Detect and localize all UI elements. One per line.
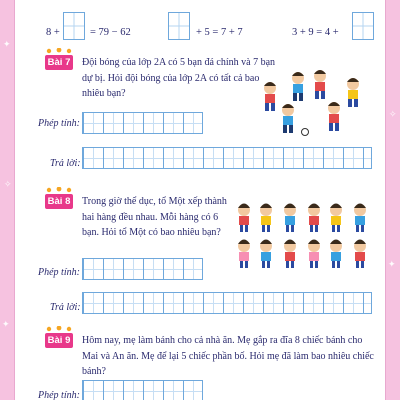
equation-2-suffix: + 5 = 7 + 7 bbox=[196, 27, 243, 38]
problem-8-badge bbox=[45, 194, 73, 209]
answer-box-eq2[interactable] bbox=[168, 12, 190, 40]
kids-in-rows-illustration bbox=[234, 200, 374, 272]
football-kids-illustration bbox=[258, 66, 368, 138]
answer-box-eq3[interactable] bbox=[352, 12, 374, 40]
sparkle-icon: ✧ bbox=[389, 109, 397, 119]
problem-9-calc-grid[interactable] bbox=[82, 380, 203, 400]
sparkle-icon: ✧ bbox=[4, 179, 12, 189]
sparkle-icon: ✦ bbox=[2, 319, 10, 329]
problem-7-answer-grid[interactable] bbox=[82, 147, 372, 169]
problem-7-answer-label: Trả lời: bbox=[50, 158, 81, 169]
equation-1-suffix: = 79 − 62 bbox=[90, 27, 131, 38]
sparkle-icon: ✦ bbox=[3, 39, 11, 49]
problem-8-answer-grid[interactable] bbox=[82, 292, 372, 314]
problem-9-text: Hôm nay, mẹ làm bánh cho cả nhà ăn. Mẹ gắp ra đĩa 8 chiếc bánh cho Mai và An ăn. Mẹ để lại 5 chiếc phần bố. Hỏi mẹ đã làm bao nhiêu chiếc bánh? bbox=[82, 335, 374, 377]
problem-8-calc-grid[interactable] bbox=[82, 258, 203, 280]
problem-7-calc-label: Phép tính: bbox=[38, 118, 80, 129]
problem-9-badge bbox=[45, 333, 73, 348]
problem-7-number: Bài 7 bbox=[47, 57, 71, 68]
crown-icon bbox=[45, 48, 73, 56]
crown-icon bbox=[45, 187, 73, 195]
problem-7-badge bbox=[45, 55, 73, 70]
crown-icon bbox=[45, 326, 73, 334]
problem-8-number: Bài 8 bbox=[47, 196, 71, 207]
problem-7-calc-grid[interactable] bbox=[82, 112, 203, 134]
problem-9-number: Bài 9 bbox=[47, 335, 71, 346]
problem-8-calc-label: Phép tính: bbox=[38, 267, 80, 278]
equation-3-prefix: 3 + 9 = 4 + bbox=[292, 27, 339, 38]
equation-1-prefix: 8 + bbox=[46, 27, 60, 38]
problem-8-text: Trong giờ thể dục, tổ Một xếp thành hai hàng đều nhau. Mỗi hàng có 6 bạn. Hỏi tổ Một có bao nhiêu bạn? bbox=[82, 196, 227, 238]
problem-7-text: Đội bóng của lớp 2A có 5 bạn đá chính và 7 bạn dự bị. Hỏi đội bóng của lớp 2A có tất cả bao nhiêu bạn? bbox=[82, 57, 276, 99]
answer-box-eq1[interactable] bbox=[63, 12, 85, 40]
problem-9-calc-label: Phép tính: bbox=[38, 390, 80, 400]
sparkle-icon: ✦ bbox=[388, 259, 396, 269]
problem-8-answer-label: Trả lời: bbox=[50, 302, 81, 313]
